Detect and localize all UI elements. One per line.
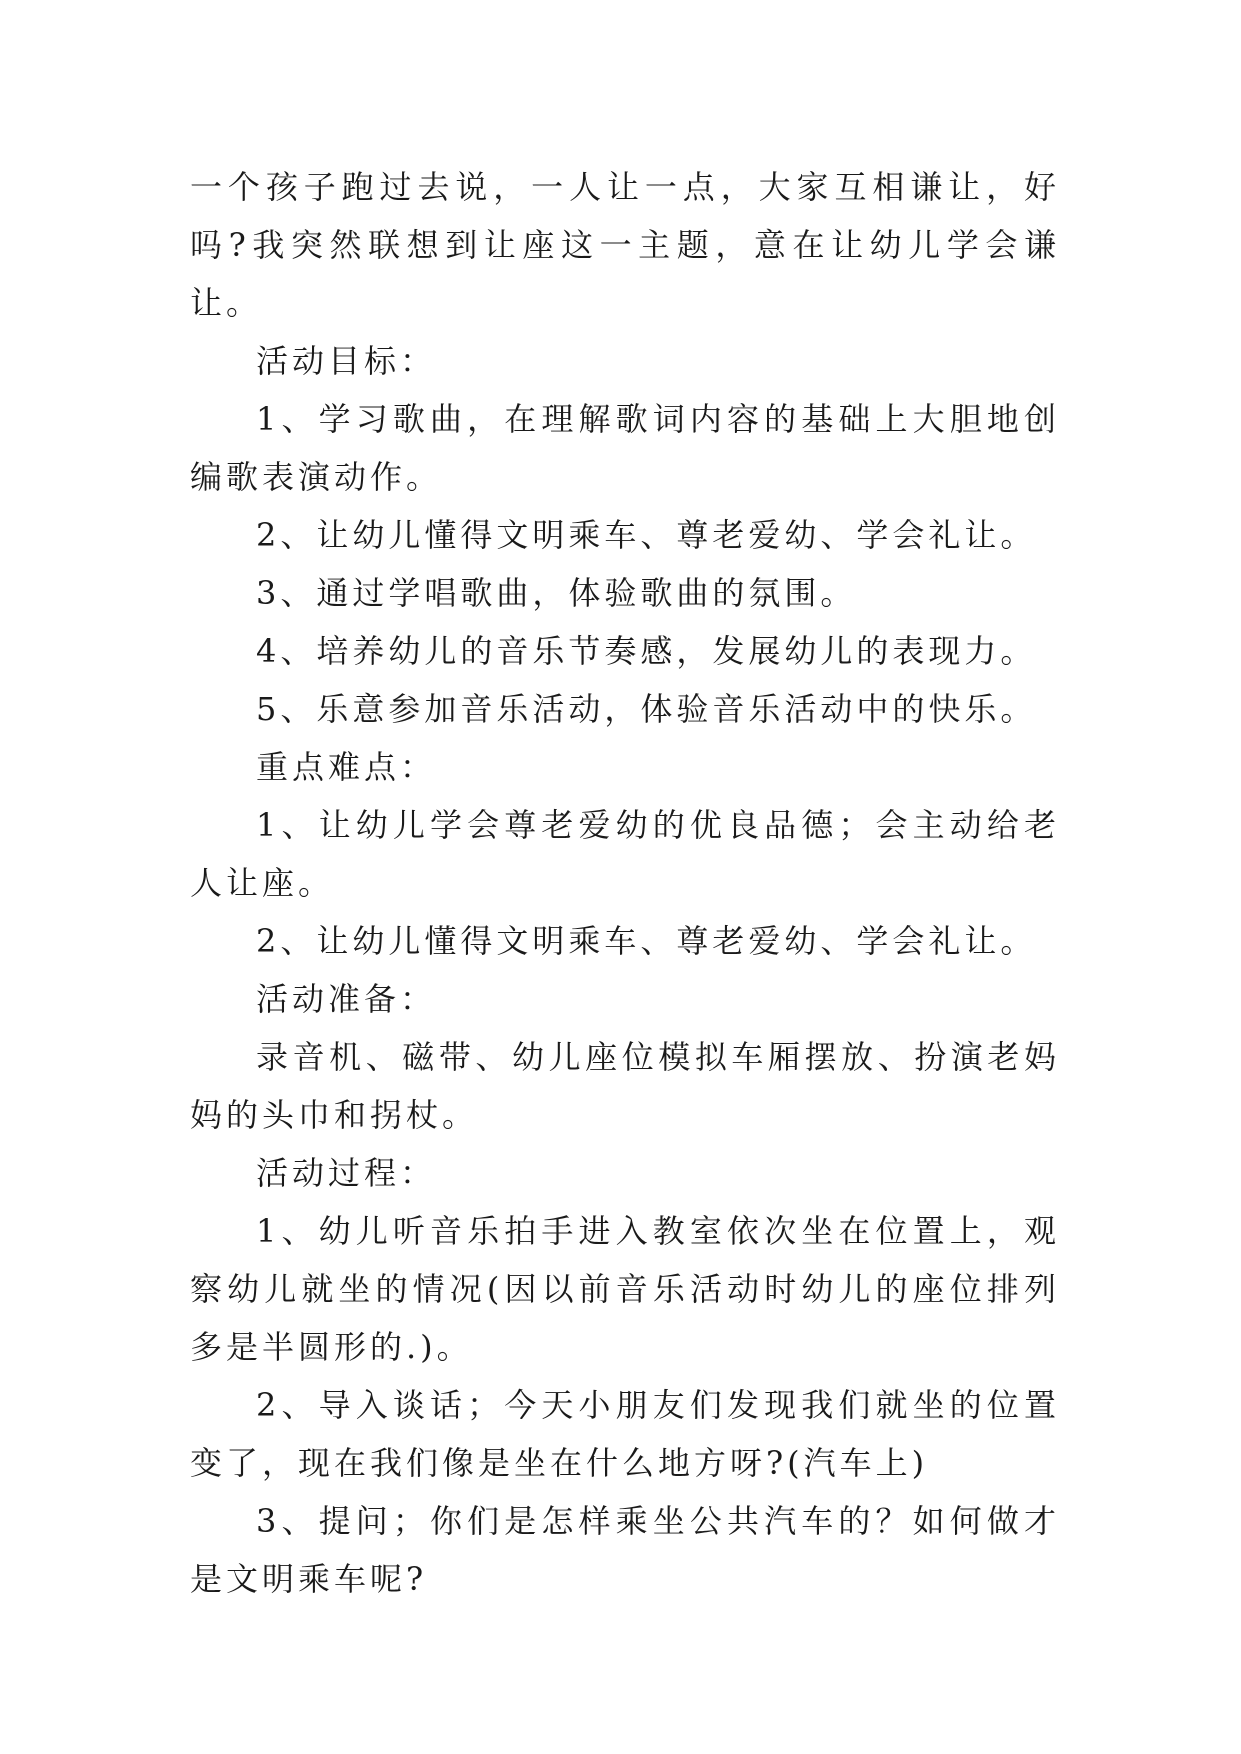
goal-item-5: 5、乐意参加音乐活动，体验音乐活动中的快乐。 [256,690,1037,728]
paragraph-intro: 一个孩子跑过去说，一人让一点，大家互相谦让，好吗?我突然联想到让座这一主题，意在让幼儿学会谦让。 [190,168,1060,322]
process-step-1: 1、幼儿听音乐拍手进入教室依次坐在位置上，观察幼儿就坐的情况(因以前音乐活动时幼儿的座位排列多是半圆形的.)。 [190,1212,1060,1366]
heading-preparation: 活动准备： [256,980,437,1018]
process-step-3: 3、提问；你们是怎样乘坐公共汽车的？如何做才是文明乘车呢? [190,1502,1060,1598]
heading-key-points: 重点难点： [256,748,437,786]
heading-activity-goals: 活动目标： [256,342,437,380]
goal-item-1: 1、学习歌曲，在理解歌词内容的基础上大胆地创编歌表演动作。 [190,400,1060,496]
goal-item-4: 4、培养幼儿的音乐节奏感，发展幼儿的表现力。 [256,632,1037,670]
key-point-item-2: 2、让幼儿懂得文明乘车、尊老爱幼、学会礼让。 [256,922,1037,960]
heading-process: 活动过程： [256,1154,437,1192]
goal-item-3: 3、通过学唱歌曲，体验歌曲的氛围。 [256,574,857,612]
key-point-item-1: 1、让幼儿学会尊老爱幼的优良品德；会主动给老人让座。 [190,806,1060,902]
preparation-text: 录音机、磁带、幼儿座位模拟车厢摆放、扮演老妈妈的头巾和拐杖。 [190,1038,1060,1134]
process-step-2: 2、导入谈话；今天小朋友们发现我们就坐的位置变了，现在我们像是坐在什么地方呀?(汽车上) [190,1386,1060,1482]
document-body [190,158,1060,1608]
goal-item-2: 2、让幼儿懂得文明乘车、尊老爱幼、学会礼让。 [256,516,1037,554]
